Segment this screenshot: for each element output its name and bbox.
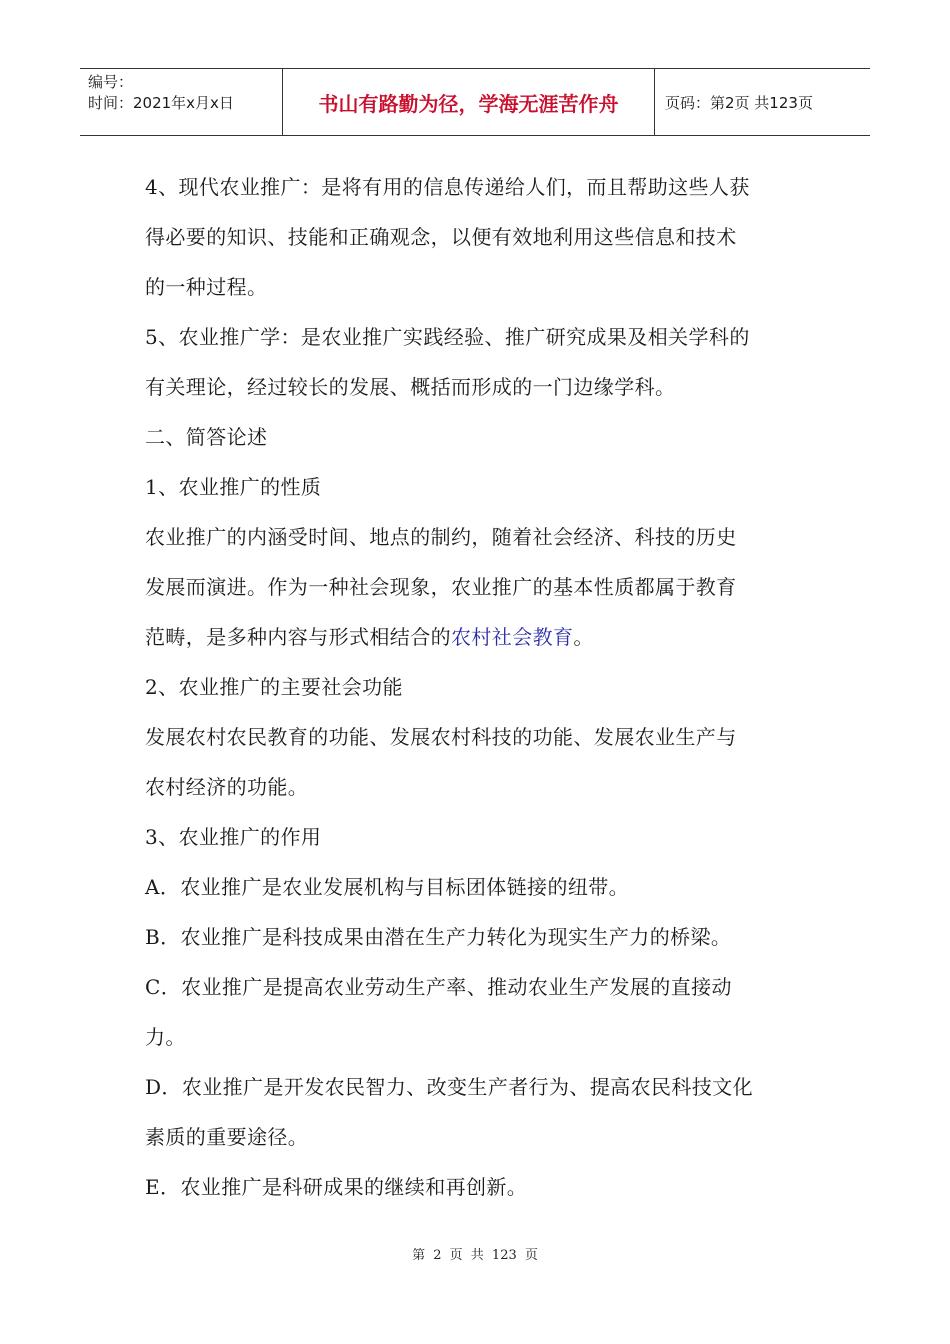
- text-line: 农业推广的内涵受时间、地点的制约，随着社会经济、科技的历史: [145, 525, 737, 549]
- text-line: 的一种过程。: [145, 275, 268, 299]
- text-line: 5、农业推广学：是农业推广实践经验、推广研究成果及相关学科的: [145, 325, 750, 349]
- list-item: C．农业推广是提高农业劳动生产率、推动农业生产发展的直接动: [145, 975, 732, 999]
- document-body: [145, 162, 810, 1212]
- list-item: D．农业推广是开发农民智力、改变生产者行为、提高农民科技文化: [145, 1075, 754, 1099]
- document-header: [80, 68, 870, 136]
- text-line: 有关理论，经过较长的发展、概括而形成的一门边缘学科。: [145, 375, 676, 399]
- text-line: 发展而演进。作为一种社会现象，农业推广的基本性质都属于教育: [145, 575, 737, 599]
- subsection-heading: 2、农业推广的主要社会功能: [145, 675, 403, 699]
- text-line: 农村经济的功能。: [145, 775, 309, 799]
- list-item-continuation: 素质的重要途径。: [145, 1125, 309, 1149]
- text-segment: 。: [573, 625, 594, 649]
- text-line: 得必要的知识、技能和正确观念，以便有效地利用这些信息和技术: [145, 225, 737, 249]
- subsection-heading: 3、农业推广的作用: [145, 825, 322, 849]
- header-slogan: 书山有路勤为径，学海无涯苦作舟: [283, 69, 655, 135]
- doc-date-label: 时间：2021年x月x日: [88, 94, 234, 112]
- text-line: 4、现代农业推广：是将有用的信息传递给人们，而且帮助这些人获: [145, 175, 750, 199]
- text-line: 发展农村农民教育的功能、发展农村科技的功能、发展农业生产与: [145, 725, 737, 749]
- section-heading: 二、简答论述: [145, 425, 268, 449]
- rural-education-link[interactable]: 农村社会教育: [451, 625, 574, 649]
- subsection-heading: 1、农业推广的性质: [145, 475, 322, 499]
- text-line-with-link: [145, 612, 810, 662]
- header-meta: [80, 69, 283, 135]
- list-item: B．农业推广是科技成果由潜在生产力转化为现实生产力的桥梁。: [145, 925, 732, 949]
- header-page-info: 页码：第2页 共123页: [665, 93, 813, 112]
- text-segment: 范畴，是多种内容与形式相结合的: [145, 625, 451, 649]
- page-footer: 第 2 页 共 123 页: [412, 1248, 538, 1263]
- list-item-continuation: 力。: [145, 1025, 186, 1049]
- doc-number-label: 编号：: [88, 73, 134, 91]
- list-item: A．农业推广是农业发展机构与目标团体链接的纽带。: [145, 875, 630, 899]
- list-item: E．农业推广是科研成果的继续和再创新。: [145, 1175, 528, 1199]
